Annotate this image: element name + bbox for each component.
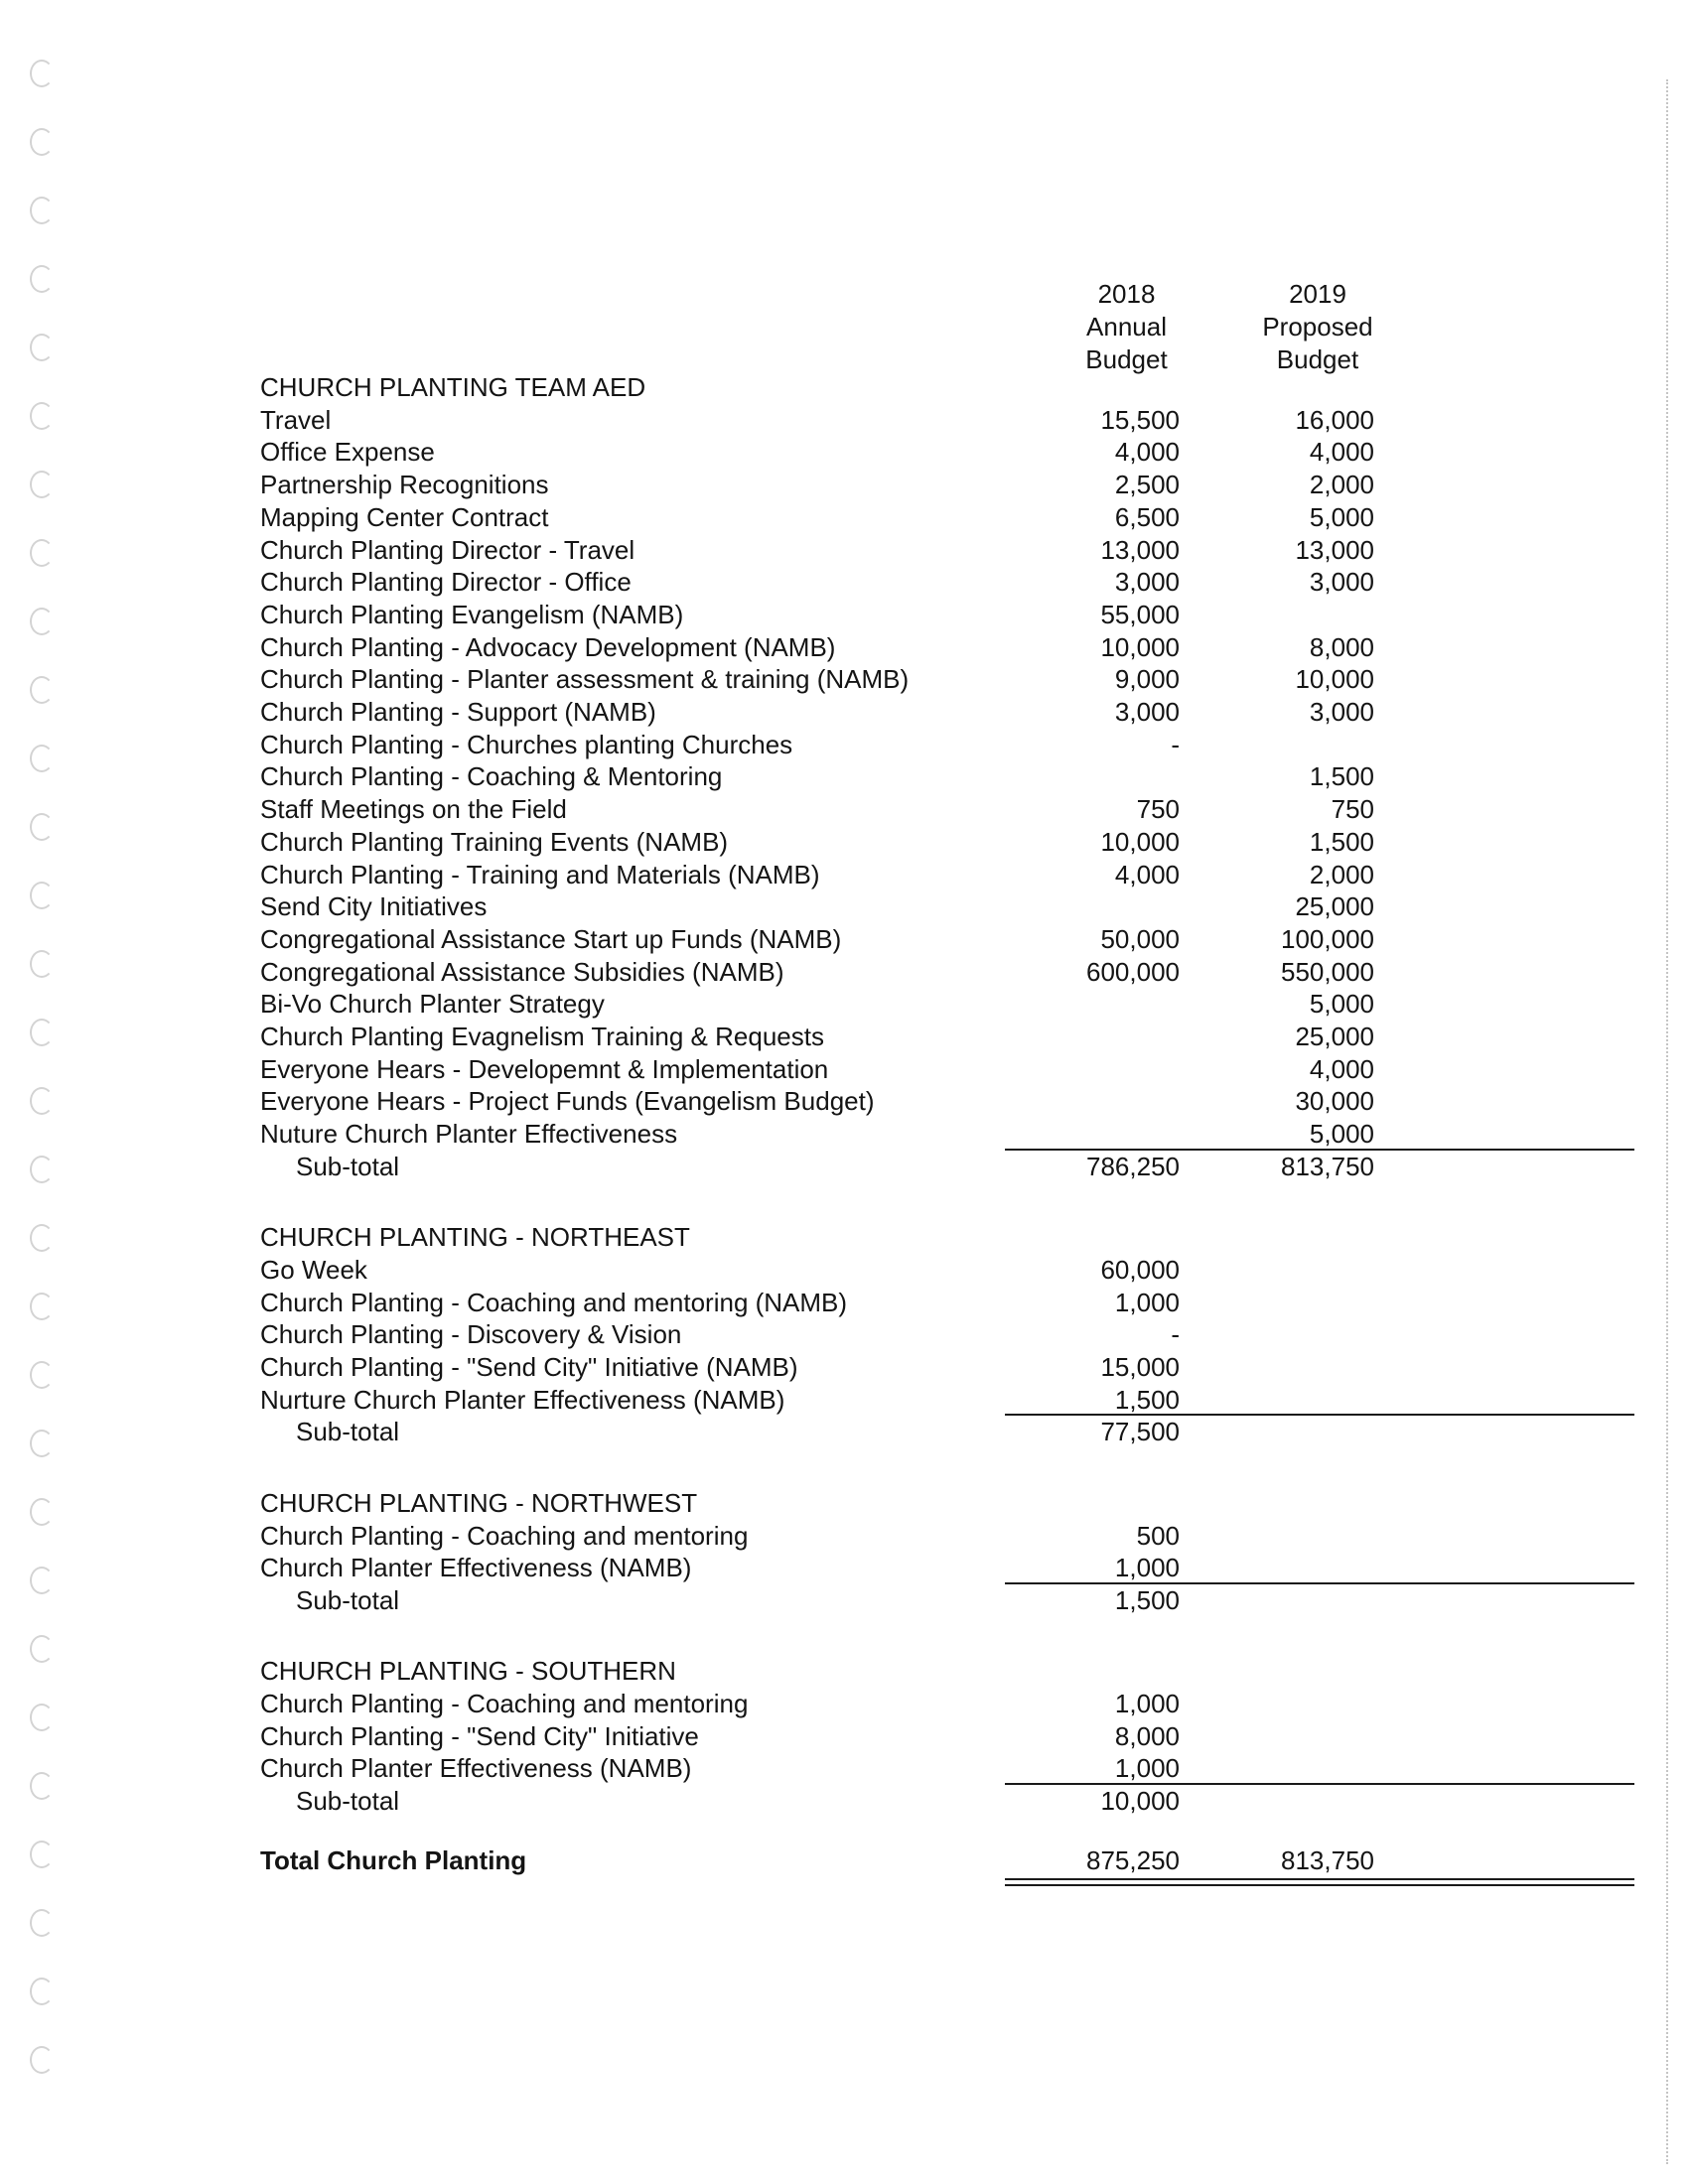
line-item-2019-value: 3,000	[1309, 697, 1374, 727]
binder-hole-mark	[30, 539, 54, 567]
line-item	[260, 631, 1392, 664]
line-item-label: Bi-Vo Church Planter Strategy	[260, 989, 605, 1020]
header-2019-proposed-budget	[1238, 278, 1397, 376]
subtotal-row-label: Sub-total	[296, 1151, 400, 1181]
line-item-label: Church Planting - "Send City" Initiative	[260, 1720, 699, 1751]
line-item-2019-value: 8,000	[1309, 631, 1374, 662]
line-item	[260, 826, 1392, 859]
binder-hole-mark	[30, 608, 54, 635]
header-2019-line: 2019	[1289, 279, 1346, 309]
total-row	[260, 1844, 1392, 1877]
line-item	[260, 956, 1392, 989]
line-item-label: Nuture Church Planter Effectiveness	[260, 1119, 678, 1150]
line-item	[260, 1688, 1392, 1720]
line-item-label: Church Planting - Coaching and mentoring	[260, 1689, 749, 1718]
binder-hole-mark	[30, 1909, 54, 1937]
subtotal-row-label: Sub-total	[296, 1584, 400, 1615]
binder-hole-mark	[30, 1635, 54, 1663]
line-item-2019-value: 30,000	[1295, 1086, 1374, 1117]
line-item-2019-value: 100,000	[1281, 923, 1374, 954]
binder-hole-mark	[30, 745, 54, 772]
binder-hole-mark	[30, 1224, 54, 1252]
line-item-label: Church Planting Evagnelism Training & Requests	[260, 1022, 824, 1051]
line-item-2019-value: 550,000	[1281, 956, 1374, 987]
subtotal-row-2018-value: 77,500	[1100, 1417, 1180, 1447]
line-item-label: Church Planting - Support (NAMB)	[260, 697, 656, 727]
line-item	[260, 1085, 1392, 1118]
line-item	[260, 793, 1392, 826]
subtotal-row	[260, 1416, 1392, 1448]
binder-hole-mark	[30, 60, 54, 87]
line-item	[260, 1287, 1392, 1319]
binder-hole-mark	[30, 334, 54, 361]
line-item	[260, 696, 1392, 729]
line-item-2018-value: -	[1171, 1319, 1180, 1350]
line-item	[260, 566, 1392, 599]
line-item-2018-value: 500	[1136, 1520, 1180, 1551]
line-item-2018-value: 50,000	[1100, 923, 1180, 954]
line-item-2018-value: 1,000	[1114, 1287, 1180, 1317]
line-item-label: Everyone Hears - Project Funds (Evangelism Budget)	[260, 1086, 875, 1117]
line-item-2018-value: 10,000	[1100, 826, 1180, 857]
line-item-2019-value: 2,000	[1309, 470, 1374, 500]
line-item	[260, 1752, 1392, 1785]
binder-hole-mark	[30, 471, 54, 498]
binder-hole-mark	[30, 882, 54, 909]
binder-hole-mark	[30, 813, 54, 841]
total-double-rule	[1005, 1878, 1634, 1880]
line-item-2019-value: 3,000	[1309, 567, 1374, 598]
binder-hole-mark	[30, 676, 54, 704]
binder-hole-mark	[30, 402, 54, 430]
line-item-2018-value: 8,000	[1114, 1720, 1180, 1751]
line-item-2019-value: 10,000	[1295, 664, 1374, 695]
total-row-2019-value: 813,750	[1281, 1844, 1374, 1875]
line-item-label: Send City Initiatives	[260, 891, 488, 922]
line-item-label: Church Planting - Planter assessment & training (NAMB)	[260, 664, 910, 695]
line-item	[260, 1520, 1392, 1553]
line-item-2019-value: 750	[1331, 794, 1374, 825]
line-item	[260, 1384, 1392, 1417]
section-title-label: CHURCH PLANTING TEAM AED	[260, 372, 646, 402]
line-item-2019-value: 1,500	[1309, 761, 1374, 792]
binder-hole-mark	[30, 1430, 54, 1457]
line-item-2019-value: 16,000	[1295, 404, 1374, 435]
line-item-2018-value: 4,000	[1114, 437, 1180, 468]
line-item-label: Church Planting - Advocacy Development (NAMB)	[260, 631, 836, 662]
line-item-label: Church Planting - Churches planting Churches	[260, 729, 793, 759]
line-item-2019-value: 4,000	[1309, 1053, 1374, 1084]
line-item	[260, 729, 1392, 761]
binder-hole-mark	[30, 1087, 54, 1115]
subtotal-row-2018-value: 1,500	[1114, 1584, 1180, 1615]
line-item-label: Mapping Center Contract	[260, 501, 549, 532]
line-item-2018-value: 600,000	[1086, 956, 1180, 987]
section-title-label: CHURCH PLANTING - SOUTHERN	[260, 1656, 676, 1687]
line-item	[260, 534, 1392, 567]
subtotal-row-label: Sub-total	[296, 1786, 400, 1817]
total-row-label: Total Church Planting	[260, 1844, 527, 1875]
binder-hole-mark	[30, 1704, 54, 1731]
subtotal-row-2019-value: 813,750	[1281, 1151, 1374, 1181]
line-item-2018-value: 1,000	[1114, 1553, 1180, 1583]
line-item-2018-value: 2,500	[1114, 470, 1180, 500]
line-item-2019-value: 13,000	[1295, 534, 1374, 565]
line-item-label: Church Planter Effectiveness (NAMB)	[260, 1753, 692, 1784]
binder-hole-mark	[30, 1498, 54, 1526]
header-2019-line: Proposed	[1262, 312, 1373, 341]
line-item-2018-value: -	[1171, 729, 1180, 759]
line-item-label: Church Planter Effectiveness (NAMB)	[260, 1553, 692, 1583]
line-item	[260, 404, 1392, 437]
line-item-label: Church Planting - Coaching & Mentoring	[260, 761, 723, 792]
line-item-2018-value: 10,000	[1100, 631, 1180, 662]
total-row-2018-value: 875,250	[1086, 1844, 1180, 1875]
subtotal-row-label: Sub-total	[296, 1417, 400, 1447]
line-item-label: Everyone Hears - Developemnt & Implementation	[260, 1053, 829, 1084]
section-title-label: CHURCH PLANTING - NORTHEAST	[260, 1222, 690, 1253]
binder-hole-marks	[24, 60, 64, 2124]
line-item-label: Church Planting - Training and Materials (NAMB)	[260, 859, 820, 889]
binder-hole-mark	[30, 1156, 54, 1183]
line-item	[260, 469, 1392, 501]
line-item-label: Church Planting Director - Office	[260, 567, 632, 598]
line-item	[260, 923, 1392, 956]
line-item-2018-value: 15,000	[1100, 1352, 1180, 1382]
line-item	[260, 890, 1392, 923]
line-item-label: Travel	[260, 404, 332, 435]
subtotal-row	[260, 1584, 1392, 1617]
line-item-2018-value: 13,000	[1100, 534, 1180, 565]
line-item	[260, 1254, 1392, 1287]
binder-hole-mark	[30, 2046, 54, 2074]
line-item-2019-value: 5,000	[1309, 1119, 1374, 1150]
binder-hole-mark	[30, 1361, 54, 1389]
section-title	[260, 1487, 1392, 1520]
binder-hole-mark	[30, 1567, 54, 1594]
binder-hole-mark	[30, 128, 54, 156]
line-item-label: Nurture Church Planter Effectiveness (NAMB)	[260, 1384, 785, 1415]
line-item-2018-value: 9,000	[1114, 664, 1180, 695]
line-item	[260, 1118, 1392, 1151]
line-item-2018-value: 1,000	[1114, 1689, 1180, 1718]
header-2018-line: 2018	[1097, 279, 1156, 309]
binder-hole-mark	[30, 1841, 54, 1868]
line-item	[260, 1552, 1392, 1584]
line-item-2018-value: 15,500	[1100, 404, 1180, 435]
section-title	[260, 1655, 1392, 1688]
line-item	[260, 501, 1392, 534]
section-title	[260, 371, 1392, 404]
binder-hole-mark	[30, 265, 54, 293]
line-item	[260, 1021, 1392, 1053]
line-item-2018-value: 55,000	[1100, 599, 1180, 629]
line-item-label: Congregational Assistance Start up Funds (NAMB)	[260, 923, 842, 954]
page-edge-mark	[1666, 79, 1668, 2164]
line-item-label: Church Planting - Coaching and mentoring (NAMB)	[260, 1287, 848, 1317]
subtotal-row	[260, 1151, 1392, 1183]
binder-hole-mark	[30, 197, 54, 224]
line-item-label: Church Planting Director - Travel	[260, 534, 635, 565]
line-item-2019-value: 5,000	[1309, 989, 1374, 1020]
subtotal-row	[260, 1785, 1392, 1818]
line-item-label: Congregational Assistance Subsidies (NAMB)	[260, 956, 784, 987]
binder-hole-mark	[30, 1019, 54, 1046]
section-title	[260, 1221, 1392, 1254]
line-item	[260, 1318, 1392, 1351]
line-item-2018-value: 4,000	[1114, 859, 1180, 889]
line-item	[260, 599, 1392, 631]
line-item-label: Church Planting - Coaching and mentoring	[260, 1520, 749, 1551]
line-item-2018-value: 6,500	[1114, 501, 1180, 532]
line-item-2018-value: 1,500	[1114, 1384, 1180, 1415]
binder-hole-mark	[30, 1772, 54, 1800]
line-item-label: Church Planting - Discovery & Vision	[260, 1319, 682, 1350]
line-item-label: Partnership Recognitions	[260, 470, 549, 500]
line-item-label: Church Planting - "Send City" Initiative (NAMB)	[260, 1352, 798, 1382]
binder-hole-mark	[30, 1978, 54, 2005]
line-item	[260, 1351, 1392, 1384]
binder-hole-mark	[30, 1293, 54, 1320]
line-item-2019-value: 25,000	[1295, 891, 1374, 922]
line-item-2018-value: 60,000	[1100, 1254, 1180, 1285]
subtotal-row-2018-value: 786,250	[1086, 1151, 1180, 1181]
section-title-label: CHURCH PLANTING - NORTHWEST	[260, 1487, 698, 1518]
line-item-label: Church Planting Training Events (NAMB)	[260, 826, 729, 857]
line-item	[260, 988, 1392, 1021]
line-item-2018-value: 1,000	[1114, 1753, 1180, 1784]
line-item	[260, 1720, 1392, 1753]
line-item	[260, 436, 1392, 469]
subtotal-row-2018-value: 10,000	[1100, 1786, 1180, 1817]
line-item	[260, 859, 1392, 891]
header-2018-line: Annual	[1086, 312, 1167, 341]
line-item-2018-value: 3,000	[1114, 567, 1180, 598]
line-item	[260, 760, 1392, 793]
line-item-label: Go Week	[260, 1254, 367, 1285]
line-item-2019-value: 5,000	[1309, 501, 1374, 532]
line-item-2019-value: 4,000	[1309, 437, 1374, 468]
line-item-label: Church Planting Evangelism (NAMB)	[260, 599, 684, 629]
line-item	[260, 1053, 1392, 1086]
line-item-label: Staff Meetings on the Field	[260, 794, 567, 825]
header-2019-line: Budget	[1276, 344, 1359, 374]
header-2018-line: Budget	[1085, 344, 1168, 374]
line-item-label: Office Expense	[260, 437, 435, 468]
line-item-2019-value: 25,000	[1295, 1022, 1374, 1051]
line-item	[260, 663, 1392, 696]
line-item-2019-value: 1,500	[1309, 826, 1374, 857]
line-item-2019-value: 2,000	[1309, 859, 1374, 889]
binder-hole-mark	[30, 950, 54, 978]
line-item-2018-value: 3,000	[1114, 697, 1180, 727]
line-item-2018-value: 750	[1136, 794, 1180, 825]
header-2018-annual-budget	[1050, 278, 1203, 376]
